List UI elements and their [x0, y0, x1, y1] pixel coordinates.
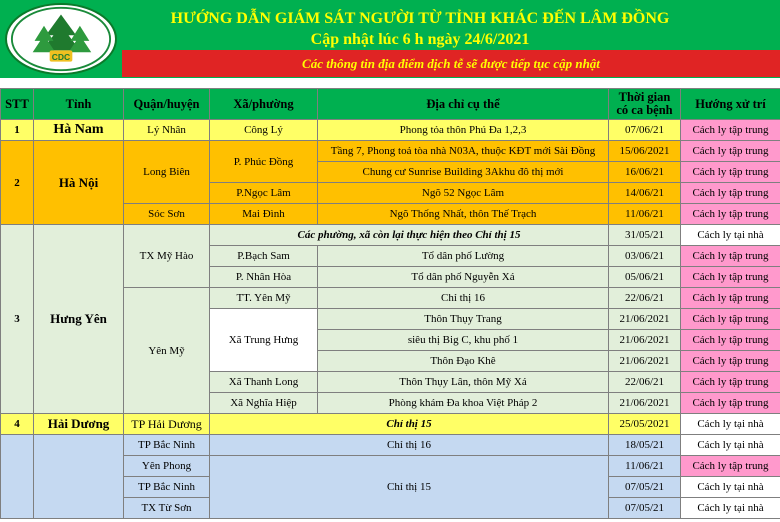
- table-row: Xã Thanh Long Thôn Thụy Lân, thôn Mỹ Xá 22/06/21 Cách ly tập trung: [1, 372, 780, 393]
- tree-icon: [7, 5, 115, 73]
- subtitle: Các thông tin địa điểm dịch tễ sẽ được tiếp tục cập nhật: [302, 56, 600, 71]
- table-row: Chung cư Sunrise Building 3Akhu đô thị mới 16/06/21 Cách ly tập trung: [1, 162, 780, 183]
- table-row: Xã Trung Hưng Thôn Thụy Trang 21/06/2021 Cách ly tập trung: [1, 309, 780, 330]
- header-banner: [0, 0, 780, 78]
- table-row: Thôn Đạo Khê 21/06/2021 Cách ly tập trung: [1, 351, 780, 372]
- col-ward: Xã/phường: [210, 89, 318, 120]
- table-row: P.Bạch Sam Tổ dân phố Lường 03/06/21 Cách ly tập trung: [1, 246, 780, 267]
- col-province: Tỉnh: [34, 89, 124, 120]
- update-time: Cập nhật lúc 6 h ngày 24/6/2021: [310, 31, 530, 48]
- svg-text:CDC: CDC: [51, 51, 71, 62]
- col-address: Địa chỉ cụ thể: [318, 89, 609, 120]
- table-row: P.Ngọc Lâm Ngõ 52 Ngọc Lâm 14/06/21 Cách ly tập trung: [1, 183, 780, 204]
- table-row: TP Bắc Ninh Chỉ thị 16 18/05/21 Cách ly tại nhà: [1, 435, 780, 456]
- table-row: 1 Hà Nam Lý Nhân Công Lý Phong tỏa thôn Phú Đa 1,2,3 07/06/21 Cách ly tập trung: [1, 120, 780, 141]
- cdc-logo: [5, 3, 117, 75]
- table-row: siêu thị Big C, khu phố 1 21/06/2021 Cách ly tập trung: [1, 330, 780, 351]
- page-title: HƯỚNG DẪN GIÁM SÁT NGƯỜI TỪ TỈNH KHÁC ĐẾN LÂM ĐỒNG: [170, 10, 670, 27]
- col-district: Quận/huyện: [124, 89, 210, 120]
- col-stt: STT: [1, 89, 34, 120]
- table-header: [1, 89, 780, 120]
- table-row: 2 Hà Nội Long Biên P. Phúc Đồng Tầng 7, Phong toả tòa nhà N03A, thuộc KĐT mới Sài Đồng 15/06/2021 Cách ly tập trung: [1, 141, 780, 162]
- col-action: Hướng xử trí: [681, 89, 780, 120]
- col-case-time: Thời gian có ca bệnh: [609, 89, 681, 120]
- table-row: 3 Hưng Yên TX Mỹ Hào Các phường, xã còn lại thực hiện theo Chỉ thị 15 31/05/21 Cách ly tại nhà: [1, 225, 780, 246]
- table-row: Sóc Sơn Mai Đình Ngõ Thống Nhất, thôn Thế Trạch 11/06/21 Cách ly tập trung: [1, 204, 780, 225]
- table-row: Xã Nghĩa Hiệp Phòng khám Đa khoa Việt Pháp 2 21/06/2021 Cách ly tập trung: [1, 393, 780, 414]
- subtitle-bar: [122, 50, 780, 77]
- epidemic-table: [0, 88, 780, 519]
- table-row: P. Nhân Hòa Tổ dân phố Nguyễn Xá 05/06/21 Cách ly tập trung: [1, 267, 780, 288]
- table-row: 4 Hải Dương TP Hải Dương Chỉ thị 15 25/05/2021 Cách ly tại nhà: [1, 414, 780, 435]
- table-row: Yên Phong Chỉ thị 15 11/06/21 Cách ly tập trung: [1, 456, 780, 477]
- table-row: Yên Mỹ TT. Yên Mỹ Chỉ thị 16 22/06/21 Cách ly tập trung: [1, 288, 780, 309]
- table-row: TX Từ Sơn 07/05/21 Cách ly tại nhà: [1, 498, 780, 519]
- table-row: TP Bắc Ninh 07/05/21 Cách ly tại nhà: [1, 477, 780, 498]
